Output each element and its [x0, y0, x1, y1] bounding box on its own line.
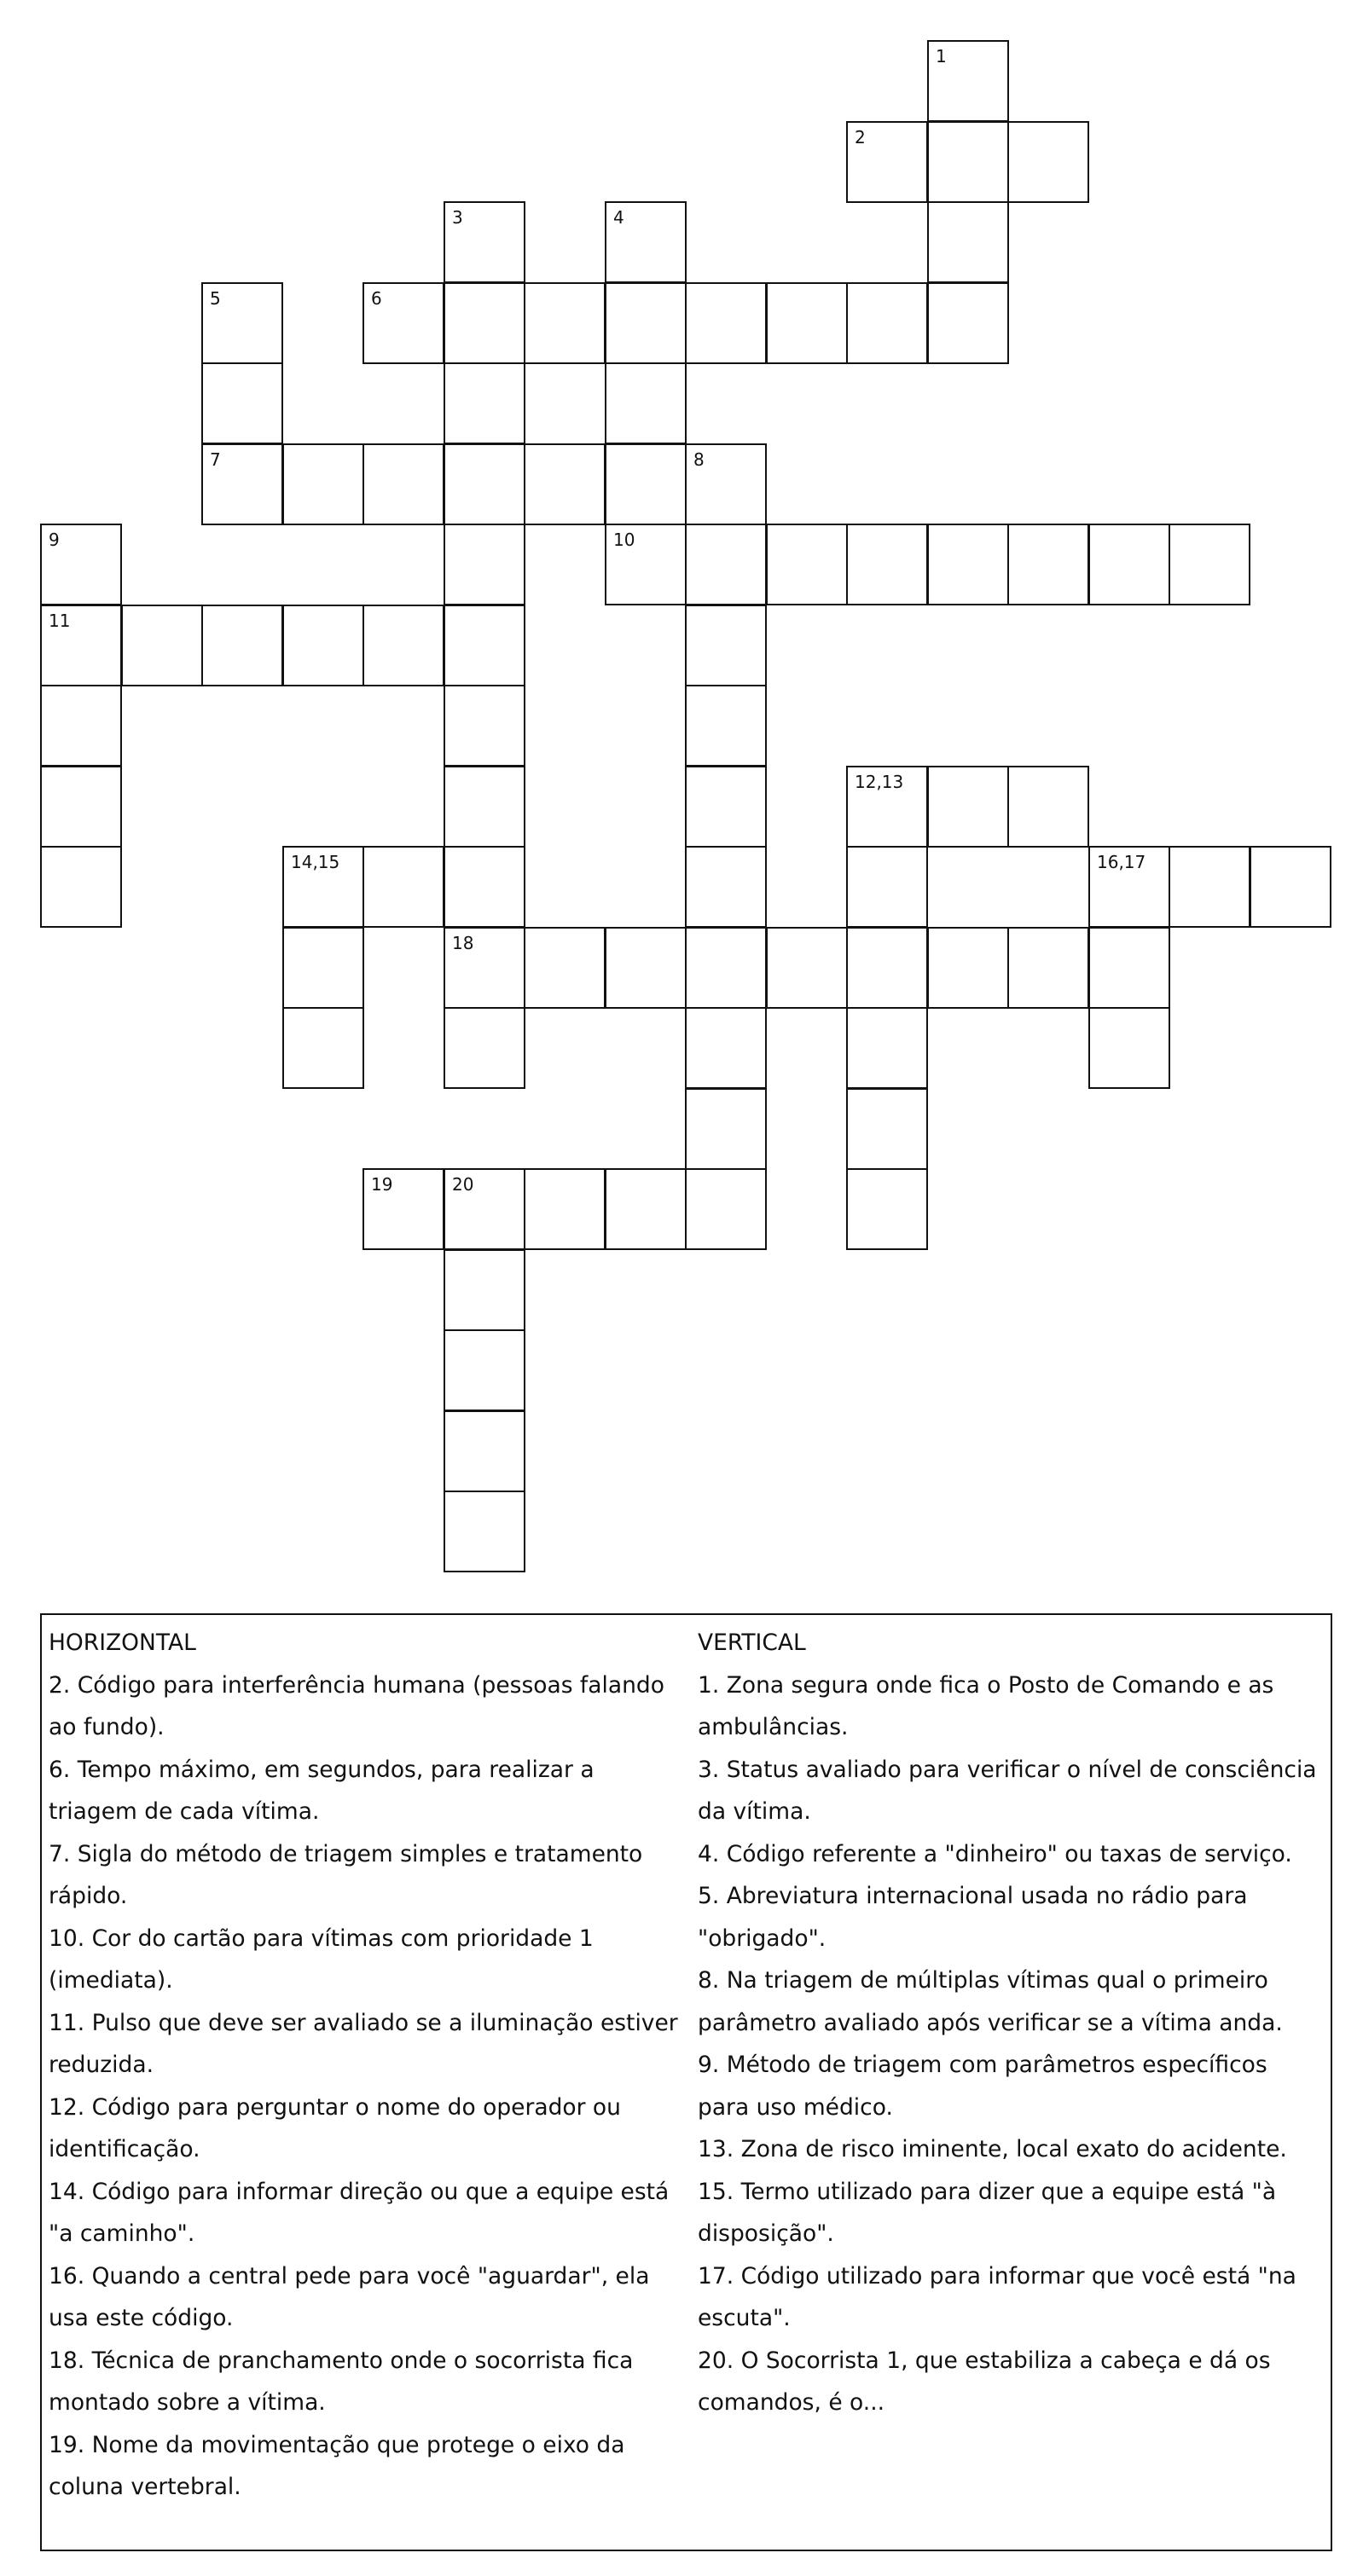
crossword-cell[interactable]	[444, 524, 525, 605]
cell-number: 2	[855, 127, 866, 148]
crossword-cell[interactable]	[685, 605, 767, 686]
crossword-cell[interactable]	[444, 1168, 525, 1250]
cell-number: 5	[210, 288, 221, 309]
crossword-cell[interactable]	[201, 362, 283, 444]
clue-line: 11. Pulso que deve ser avaliado se a iluminação estiver	[49, 2009, 678, 2036]
clue-line: (imediata).	[49, 1967, 173, 1994]
cell-number: 6	[371, 288, 382, 309]
crossword-cell[interactable]	[362, 605, 444, 686]
crossword-cell[interactable]	[605, 1168, 687, 1250]
clue-line: 2. Código para interferência humana (pessoas falando	[49, 1671, 664, 1699]
clue-line: 3. Status avaliado para verificar o nível de consciência	[698, 1756, 1317, 1783]
crossword-cell[interactable]	[685, 927, 767, 1009]
clue-line: reduzida.	[49, 2052, 154, 2078]
cell-number: 8	[693, 449, 705, 470]
clue-line: 8. Na triagem de múltiplas vítimas qual o primeiro	[698, 1967, 1268, 1994]
clue-line: "a caminho".	[49, 2220, 195, 2247]
crossword-cell[interactable]	[40, 846, 122, 928]
clue-line: 5. Abreviatura internacional usada no rádio para	[698, 1883, 1248, 1909]
horizontal-clues	[49, 1622, 680, 2509]
crossword-cell[interactable]	[685, 1088, 767, 1170]
cell-number: 4	[613, 207, 624, 228]
crossword-cell[interactable]	[927, 927, 1009, 1009]
crossword-cell[interactable]	[1169, 846, 1250, 928]
clues-box	[40, 1613, 1332, 2551]
clue-line: ambulâncias.	[698, 1714, 849, 1740]
crossword-cell[interactable]	[927, 201, 1009, 283]
crossword-cell[interactable]	[444, 443, 525, 525]
crossword-cell[interactable]	[685, 524, 767, 605]
clue-line: escuta".	[698, 2305, 791, 2331]
cell-number: 1	[936, 46, 947, 67]
horizontal-heading: HORIZONTAL	[49, 1630, 196, 1656]
crossword-cell[interactable]	[444, 1410, 525, 1492]
crossword-cell[interactable]	[605, 362, 687, 444]
crossword-cell[interactable]	[362, 282, 444, 364]
vertical-clues	[698, 1622, 1329, 2424]
crossword-cell[interactable]	[282, 846, 364, 928]
crossword-cell[interactable]	[846, 766, 928, 848]
crossword-cell[interactable]	[766, 524, 848, 605]
cell-number: 7	[210, 449, 221, 470]
crossword-cell[interactable]	[444, 1491, 525, 1572]
crossword-cell[interactable]	[685, 685, 767, 767]
crossword-cell[interactable]	[524, 282, 606, 364]
clue-line: 7. Sigla do método de triagem simples e tratamento	[49, 1840, 643, 1867]
crossword-cell[interactable]	[1088, 927, 1170, 1009]
crossword-cell[interactable]	[40, 685, 122, 767]
crossword-cell[interactable]	[605, 282, 687, 364]
crossword-cell[interactable]	[927, 524, 1009, 605]
clue-line: rápido.	[49, 1883, 128, 1909]
crossword-cell[interactable]	[362, 846, 444, 928]
clue-line: triagem de cada vítima.	[49, 1798, 320, 1825]
crossword-cell[interactable]	[605, 201, 687, 283]
crossword-cell[interactable]	[1007, 766, 1089, 848]
clue-line: identificação.	[49, 2136, 200, 2162]
crossword-cell[interactable]	[444, 362, 525, 444]
crossword-cell[interactable]	[1088, 524, 1170, 605]
clue-line: 13. Zona de risco iminente, local exato do acidente.	[698, 2136, 1287, 2162]
crossword-cell[interactable]	[927, 282, 1009, 364]
clue-line: 9. Método de triagem com parâmetros específicos	[698, 2052, 1267, 2078]
clue-line: 18. Técnica de pranchamento onde o socorrista fica	[49, 2347, 634, 2374]
cell-number: 9	[49, 530, 60, 550]
cell-number: 16,17	[1097, 852, 1146, 872]
crossword-cell[interactable]	[444, 282, 525, 364]
crossword-cell[interactable]	[766, 927, 848, 1009]
crossword-cell[interactable]	[201, 605, 283, 686]
clue-line: da vítima.	[698, 1798, 811, 1825]
cell-number: 14,15	[291, 852, 340, 872]
clue-line: 20. O Socorrista 1, que estabiliza a cabeça e dá os	[698, 2347, 1271, 2374]
clue-line: 17. Código utilizado para informar que você está "na	[698, 2262, 1296, 2289]
clue-line: 16. Quando a central pede para você "aguardar", ela	[49, 2262, 650, 2289]
crossword-cell[interactable]	[685, 1007, 767, 1089]
horizontal-clue-list	[49, 1664, 680, 2509]
crossword-cell[interactable]	[1007, 121, 1089, 203]
cell-number: 20	[452, 1174, 474, 1195]
clue-line: 19. Nome da movimentação que protege o eixo da	[49, 2431, 625, 2458]
crossword-cell[interactable]	[201, 443, 283, 525]
crossword-cell[interactable]	[846, 524, 928, 605]
cell-number: 11	[49, 611, 71, 631]
crossword-cell[interactable]	[846, 1168, 928, 1250]
crossword-cell[interactable]	[1250, 846, 1331, 928]
crossword-cell[interactable]	[40, 524, 122, 605]
crossword-cell[interactable]	[444, 766, 525, 848]
crossword-cell[interactable]	[282, 1007, 364, 1089]
cell-number: 12,13	[855, 772, 904, 792]
crossword-cell[interactable]	[685, 846, 767, 928]
crossword-cell[interactable]	[685, 1168, 767, 1250]
cell-number: 18	[452, 933, 474, 953]
crossword-cell[interactable]	[766, 282, 848, 364]
crossword-cell[interactable]	[444, 846, 525, 928]
crossword-cell[interactable]	[40, 766, 122, 848]
clue-line: 1. Zona segura onde fica o Posto de Comando e as	[698, 1671, 1274, 1699]
vertical-clue-list	[698, 1664, 1329, 2424]
crossword-cell[interactable]	[846, 282, 928, 364]
clue-line: para uso médico.	[698, 2093, 893, 2121]
clue-line: 14. Código para informar direção ou que a equipe está	[49, 2178, 670, 2205]
crossword-cell[interactable]	[524, 927, 606, 1009]
crossword-cell[interactable]	[444, 685, 525, 767]
clue-line: 15. Termo utilizado para dizer que a equipe está "à	[698, 2178, 1277, 2205]
cell-number: 3	[452, 207, 463, 228]
crossword-cell[interactable]	[846, 846, 928, 928]
crossword-cell[interactable]	[444, 1007, 525, 1089]
crossword-cell[interactable]	[201, 282, 283, 364]
crossword-cell[interactable]	[282, 605, 364, 686]
crossword-cell[interactable]	[444, 927, 525, 1009]
crossword-cell[interactable]	[605, 443, 687, 525]
crossword-cell[interactable]	[846, 1088, 928, 1170]
crossword-cell[interactable]	[444, 605, 525, 686]
vertical-heading: VERTICAL	[698, 1630, 806, 1656]
crossword-cell[interactable]	[444, 201, 525, 283]
crossword-cell[interactable]	[927, 766, 1009, 848]
crossword-cell[interactable]	[1088, 1007, 1170, 1089]
crossword-cell[interactable]	[282, 443, 364, 525]
crossword-cell[interactable]	[444, 1249, 525, 1331]
crossword-cell[interactable]	[1007, 927, 1089, 1009]
clue-line: 6. Tempo máximo, em segundos, para realizar a	[49, 1756, 594, 1783]
crossword-cell[interactable]	[846, 1007, 928, 1089]
crossword-cell[interactable]	[362, 443, 444, 525]
clue-line: 10. Cor do cartão para vítimas com prioridade 1	[49, 1925, 594, 1952]
clue-line: disposição".	[698, 2220, 834, 2247]
cell-number: 10	[613, 530, 635, 550]
crossword-cell[interactable]	[1088, 846, 1170, 928]
crossword-cell[interactable]	[362, 1168, 444, 1250]
clue-line: ao fundo).	[49, 1714, 165, 1740]
clue-line: usa este código.	[49, 2305, 234, 2331]
clue-line: "obrigado".	[698, 1925, 826, 1952]
crossword-cell[interactable]	[121, 605, 203, 686]
crossword-cell[interactable]	[524, 443, 606, 525]
crossword-cell[interactable]	[685, 443, 767, 525]
crossword-cell[interactable]	[685, 282, 767, 364]
clue-line: 12. Código para perguntar o nome do operador ou	[49, 2093, 621, 2121]
crossword-cell[interactable]	[927, 40, 1009, 122]
crossword-cell[interactable]	[40, 605, 122, 686]
crossword-cell[interactable]	[1169, 524, 1250, 605]
clue-line: parâmetro avaliado após verificar se a vítima anda.	[698, 2009, 1283, 2036]
crossword-cell[interactable]	[524, 1168, 606, 1250]
crossword-cell[interactable]	[927, 121, 1009, 203]
crossword-cell[interactable]	[444, 1329, 525, 1411]
cell-number: 19	[371, 1174, 393, 1195]
crossword-cell[interactable]	[1007, 524, 1089, 605]
clue-line: 4. Código referente a "dinheiro" ou taxas de serviço.	[698, 1840, 1292, 1867]
crossword-cell[interactable]	[605, 524, 687, 605]
crossword-cell[interactable]	[605, 927, 687, 1009]
crossword-cell[interactable]	[685, 766, 767, 848]
clue-line: coluna vertebral.	[49, 2474, 241, 2500]
clue-line: montado sobre a vítima.	[49, 2389, 326, 2416]
clue-line: comandos, é o...	[698, 2389, 885, 2416]
crossword-cell[interactable]	[282, 927, 364, 1009]
crossword-cell[interactable]	[846, 927, 928, 1009]
crossword-cell[interactable]	[846, 121, 928, 203]
